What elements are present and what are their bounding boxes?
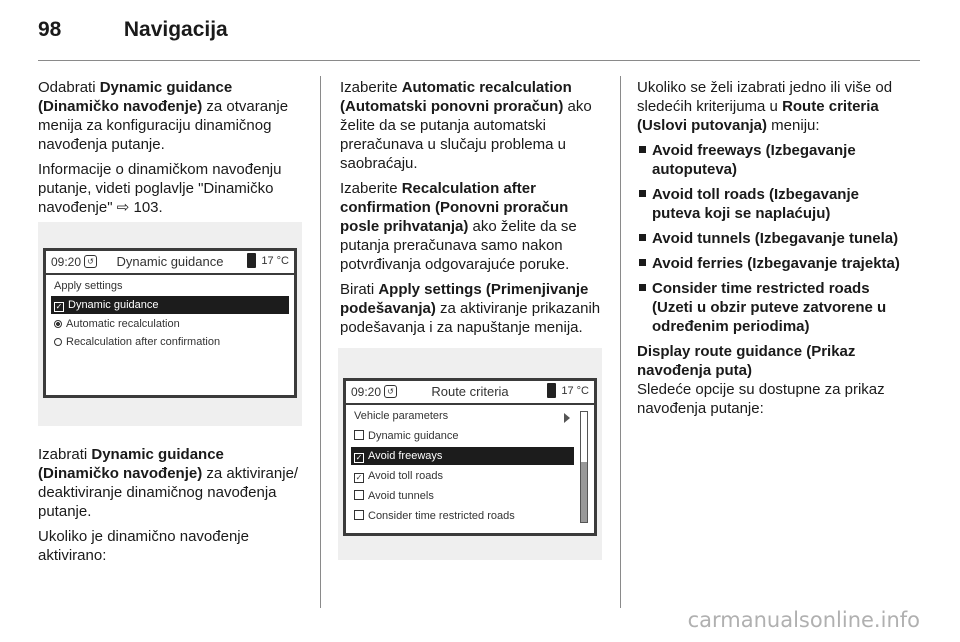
navigation-icon: ↺	[84, 255, 97, 268]
menu-item-vehicle-parameters[interactable]	[351, 407, 574, 425]
menu-item-dynamic-guidance[interactable]	[351, 427, 574, 445]
section-heading: Display route guidance (Prikaz navođenja puta)	[637, 343, 856, 379]
page-number: 98	[38, 18, 62, 41]
display-screen	[43, 248, 297, 398]
list-item: Avoid toll roads (Izbegavanje puteva koji se naplaćuju)	[637, 185, 907, 223]
paragraph-text: za aktiviranje prikazanih podešavanja i za napuštanje menija.	[340, 300, 601, 336]
screen-title: Dynamic guidance	[116, 254, 224, 269]
list-item: Avoid tunnels (Izbegavanje tunela)	[637, 229, 907, 248]
paragraph-text: Informacije o dinamičkom navođenju putanje, videti poglavlje "Dinamičko navođenje"	[38, 161, 282, 216]
scrollbar-thumb[interactable]	[581, 462, 587, 523]
menu-item-avoid-tunnels[interactable]	[351, 487, 574, 505]
paragraph	[637, 342, 907, 380]
chevron-right-icon	[564, 413, 570, 423]
menu-item-label: Apply settings	[54, 280, 123, 292]
checkbox-checked-icon: ✓	[55, 302, 63, 311]
menu-term: Recalculation after confirmation (Ponovni proračun posle prihvatanja)	[340, 180, 569, 235]
menu-item-label: Automatic recalculation	[66, 318, 180, 330]
status-bar	[46, 251, 294, 275]
screenshot-dynamic-guidance	[38, 222, 302, 426]
menu-item-label: Avoid toll roads	[368, 470, 444, 482]
display-screen	[343, 378, 597, 536]
radio-selected-icon	[54, 320, 62, 328]
scrollbar[interactable]	[580, 411, 588, 523]
paragraph-text: za aktiviranje/ deaktiviranje dinamičnog navođenja putanje.	[38, 465, 299, 520]
column-divider-1	[320, 76, 321, 608]
paragraph-text: Ukoliko je dinamično navođenje aktivirano:	[38, 528, 249, 564]
screenshot-route-criteria	[338, 348, 602, 560]
menu-term: Dynamic guidance (Dinamičko navođenje)	[38, 79, 233, 115]
menu-term: Apply settings (Primenjivanje podešavanja)	[340, 281, 589, 317]
paragraph: Sledeće opcije su dostupne za prikaz navođenja putanje:	[637, 381, 885, 417]
menu-item-label: Consider time restricted roads	[368, 510, 515, 522]
list-item: Avoid ferries (Izbegavanje trajekta)	[637, 254, 907, 273]
watermark: carmanualsonline.info	[687, 608, 920, 632]
column-divider-2	[620, 76, 621, 608]
menu-item-label: Recalculation after confirmation	[66, 336, 221, 348]
page-header	[38, 18, 228, 42]
paragraph	[38, 527, 306, 565]
screen-title: Route criteria	[431, 384, 509, 399]
checkbox-unchecked-icon	[354, 510, 364, 520]
header-divider	[38, 60, 920, 61]
reference-arrow-icon: ⇨	[116, 199, 130, 216]
paragraph	[340, 179, 605, 274]
paragraph-text: Izabrati	[38, 446, 92, 463]
phone-icon	[547, 383, 556, 398]
paragraph-text: za otvaranje menija za konfiguraciju dinamičnog navođenja putanje.	[38, 98, 289, 153]
checkbox-checked-icon: ✓	[355, 473, 363, 482]
phone-icon	[247, 253, 256, 268]
paragraph	[637, 78, 907, 135]
clock-time: 09:20	[51, 255, 82, 269]
menu-term: Route criteria (Uslovi putovanja)	[637, 98, 879, 134]
menu-item-dynamic-guidance[interactable]	[51, 296, 289, 314]
temperature: 17 °C	[261, 255, 289, 267]
menu-item-apply-settings[interactable]	[51, 277, 289, 295]
paragraph-text: Ukoliko se želi izabrati jedno ili više od sledećih kriterijuma u	[637, 79, 893, 115]
menu-item-label: Dynamic guidance	[68, 299, 159, 311]
paragraph	[340, 78, 605, 173]
menu-term: Dynamic guidance (Dinamičko navođenje)	[38, 446, 224, 482]
checkbox-unchecked-icon	[354, 490, 364, 500]
radio-unselected-icon	[54, 338, 62, 346]
page-title: Navigacija	[123, 18, 228, 41]
paragraph	[340, 280, 605, 337]
paragraph-text: meniju:	[767, 117, 820, 134]
paragraph-text: Izaberite	[340, 180, 402, 197]
menu-term: Automatic recalculation (Automatski ponovni proračun)	[340, 79, 572, 115]
list-item: Avoid freeways (Izbegavanje autoputeva)	[637, 141, 907, 179]
menu-item-label: Avoid tunnels	[368, 490, 434, 502]
menu-item-label: Avoid freeways	[368, 450, 443, 462]
paragraph: Odabrati Dynamic guidance (Dinamičko navođenje) za otvaranje menija za konfiguraciju dinamičnog navođenja putanje.	[38, 79, 289, 153]
menu-item-recalculation-after-confirmation[interactable]	[51, 333, 289, 351]
column-3	[637, 78, 907, 424]
checkbox-unchecked-icon	[354, 430, 364, 440]
menu-item-automatic-recalculation[interactable]	[51, 315, 289, 333]
paragraph-text: ako želite da se putanja automatski preračunava u slučaju problema u saobraćaju.	[340, 98, 592, 172]
paragraph-text: ako želite da se putanja preračunava samo nakon potvrđivanja odgovarajuće poruke.	[340, 218, 577, 273]
clock-time: 09:20	[351, 385, 382, 399]
paragraph-text: Birati	[340, 281, 379, 298]
menu-item-label: Vehicle parameters	[354, 410, 449, 422]
list-item: Consider time restricted roads (Uzeti u obzir puteve zatvorene u određenim periodima)	[637, 279, 907, 336]
temperature: 17 °C	[561, 385, 589, 397]
menu-item-avoid-toll-roads[interactable]	[351, 467, 574, 485]
status-bar	[346, 381, 594, 405]
navigation-icon: ↺	[384, 385, 397, 398]
criteria-list	[637, 141, 907, 336]
page-reference[interactable]: 103.	[129, 199, 163, 216]
menu-item-avoid-freeways[interactable]	[351, 447, 574, 465]
column-2	[340, 78, 605, 343]
paragraph	[38, 160, 306, 217]
paragraph-text: Izaberite	[340, 79, 402, 96]
checkbox-checked-icon: ✓	[355, 453, 363, 462]
menu-item-label: Dynamic guidance	[368, 430, 459, 442]
paragraph	[38, 445, 306, 521]
menu-item-consider-time-restricted-roads[interactable]	[351, 507, 574, 525]
